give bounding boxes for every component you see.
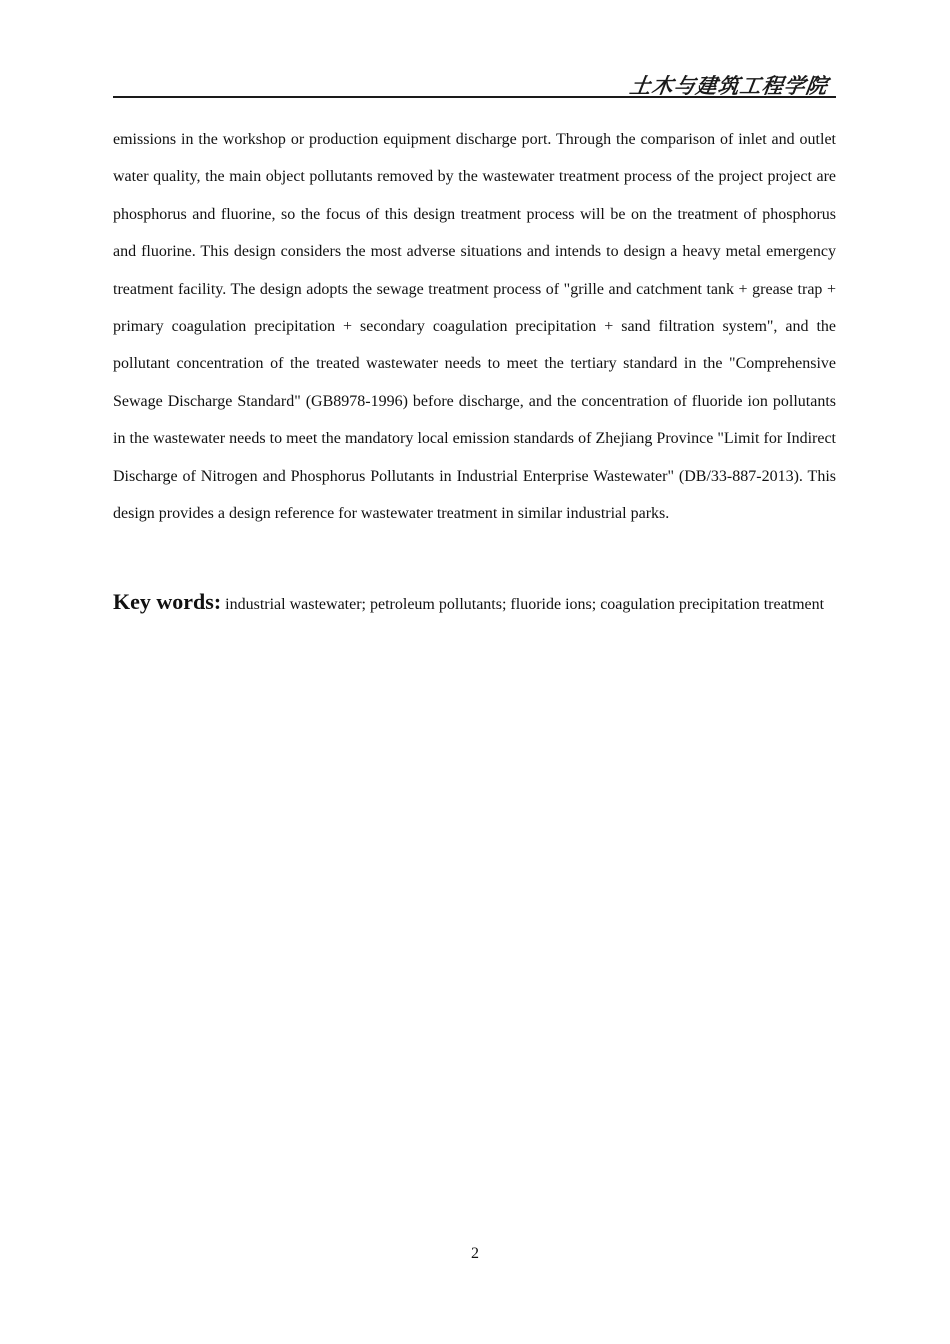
keywords-text: industrial wastewater; petroleum pollutants; fluoride ions; coagulation precipitation treatment [225, 596, 825, 613]
page-number: 2 [471, 1245, 479, 1262]
keywords-paragraph [113, 578, 836, 629]
abstract-body: emissions in the workshop or production equipment discharge port. Through the comparison of inlet and outlet water quality, the main object pollutants removed by the wastewater treatment process of the project project are phosphorus and fluorine, so the focus of this design treatment process will be on the treatment of phosphorus and fluorine. This design considers the most adverse situations and intends to design a heavy metal emergency treatment facility. The design adopts the sewage treatment process of "grille and catchment tank + grease trap + primary coagulation precipitation + secondary coagulation precipitation + sand filtration system", and the pollutant concentration of the treated wastewater needs to meet the tertiary standard in the "Comprehensive Sewage Discharge Standard" (GB8978-1996) before discharge, and the concentration of fluoride ion pollutants in the wastewater needs to meet the mandatory local emission standards of Zhejiang Province "Limit for Indirect Discharge of Nitrogen and Phosphorus Pollutants in Industrial Enterprise Wastewater" (DB/33-887-2013). This design provides a design reference for wastewater treatment in similar industrial parks. [113, 131, 836, 523]
keywords-label: Key words: [113, 589, 222, 614]
institution-logo: 土木与建筑工程学院 [628, 73, 830, 98]
header-rule [113, 96, 836, 98]
